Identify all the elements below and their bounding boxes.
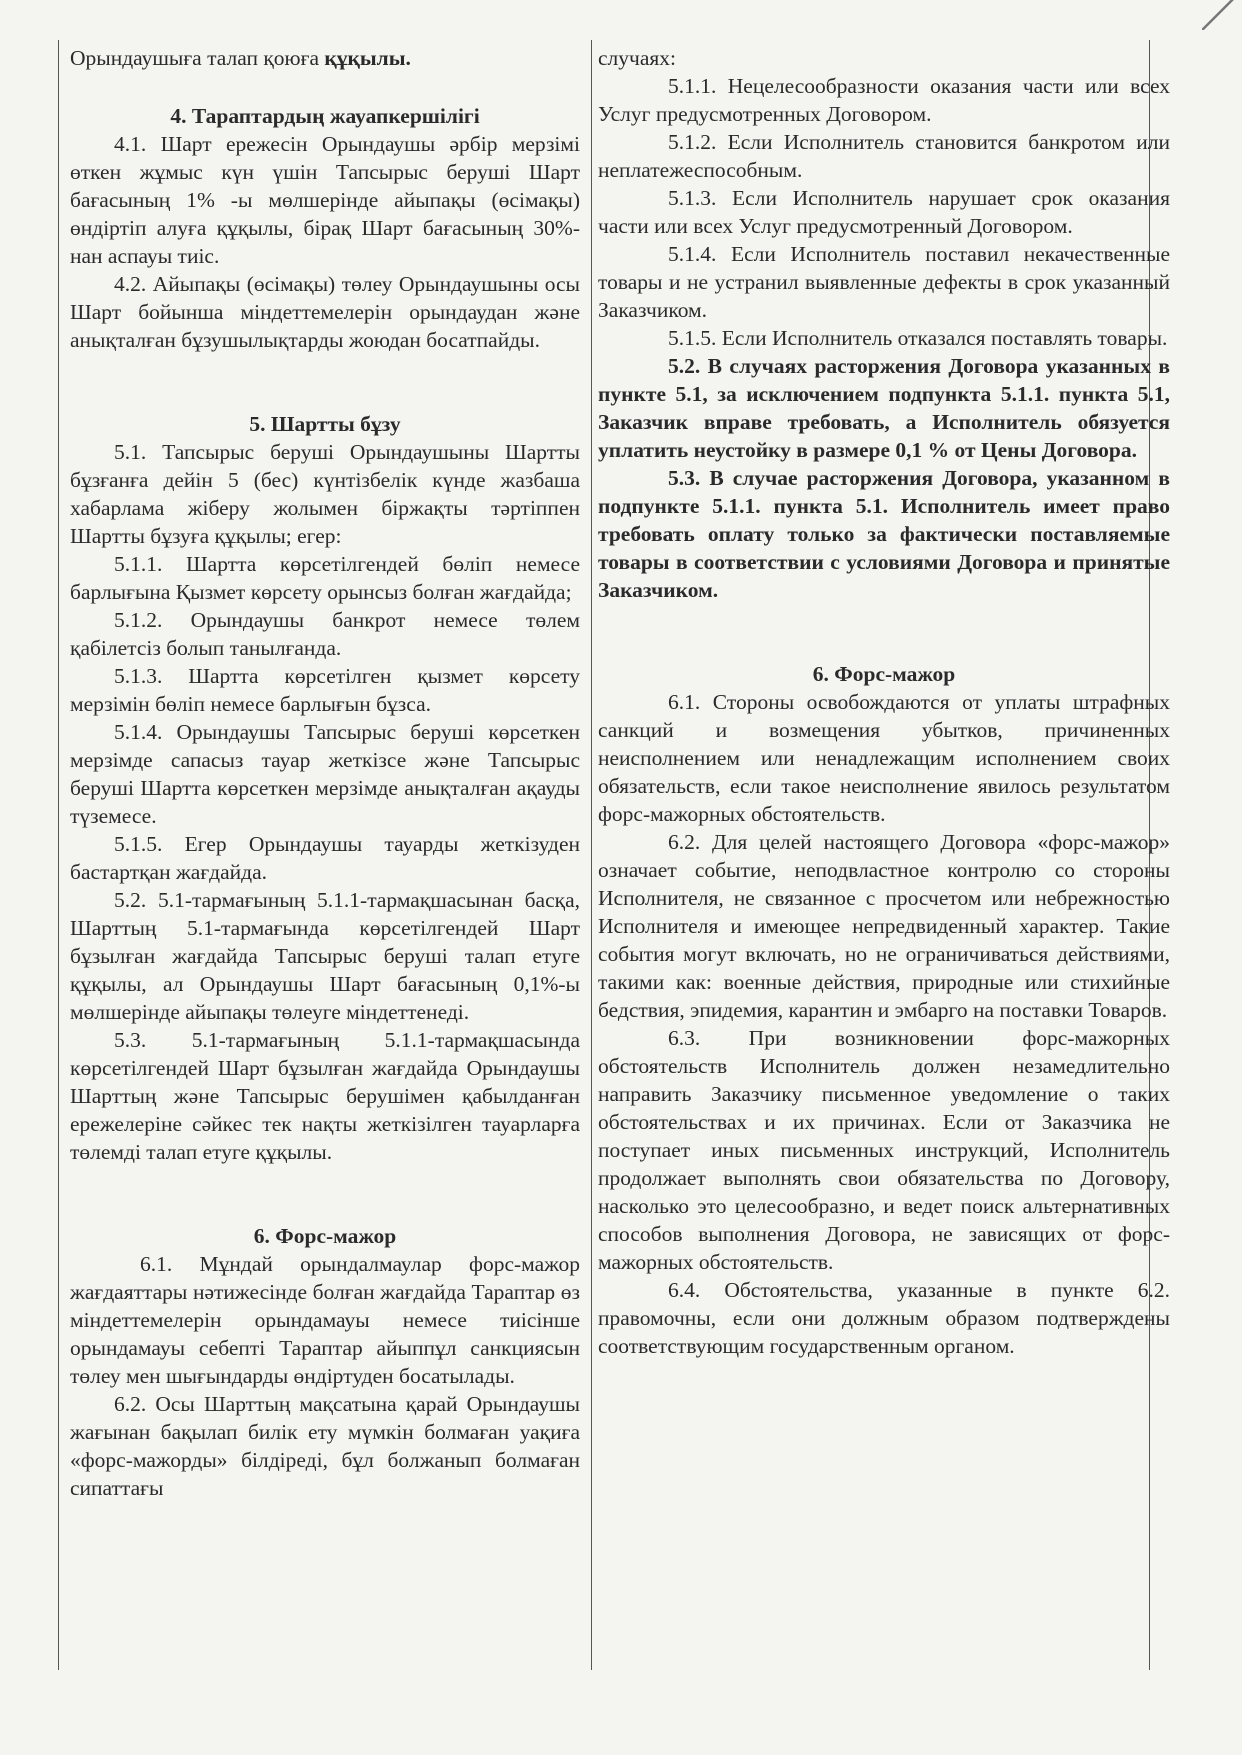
clause-4-1: 4.1. Шарт ережесін Орындаушы әрбір мерзімі өткен жұмыс күн үшін Тапсырыс беруші Шарт бағасының 1% -ы мөлшерінде айыпақы (өсімақы) өндіртіп алуға құқылы, бірақ Шарт бағасының 30%-нан аспауы тиіс. — [70, 132, 580, 268]
staple-mark — [1202, 0, 1242, 30]
clause-6-2: 6.2. Для целей настоящего Договора «форс-мажор» означает событие, неподвластное контролю со стороны Исполнителя, не связанное с просчетом или небрежностью Исполнителя и имеющее непредвиденный характер. Такие события могут включать, но не ограничиваться действиями, такими как: военные действия, природные или стихийные бедствия, эпидемия, карантин и эмбарго на поставки Товаров. — [598, 830, 1170, 1022]
russian-column — [598, 44, 1170, 1360]
clause-6-3: 6.3. При возникновении форс-мажорных обстоятельств Исполнитель должен незамедлительно направить Заказчику письменное уведомление о таких обстоятельствах и их причинах. Если от Заказчика не поступает иных письменных инструкций, Исполнитель продолжает выполнять свои обязательства по Договору, насколько это целесообразно, и ведет поиск альтернативных способов выполнения Договора, не зависящих от форс-мажорных обстоятельств. — [598, 1026, 1170, 1274]
section-heading-5: 5. Шартты бұзу — [249, 412, 401, 436]
clause-6-1: 6.1. Стороны освобождаются от уплаты штрафных санкций и возмещения убытков, причиненных неисполнением или ненадлежащим исполнением своих обязательств, если такое неисполнение явилось результатом форс-мажорных обстоятельств. — [598, 690, 1170, 826]
continuation-plain: Орындаушыға талап қоюға — [70, 46, 325, 70]
clause-5-1-2: 5.1.2. Если Исполнитель становится банкротом или неплатежеспособным. — [598, 130, 1170, 182]
section-heading-6: 6. Форс-мажор — [253, 1224, 397, 1248]
clause-5-1-5: 5.1.5. Егер Орындаушы тауарды жеткізуден бастартқан жағдайда. — [70, 832, 580, 884]
clause-5-1-4: 5.1.4. Если Исполнитель поставил некачественные товары и не устранил выявленные дефекты в срок указанный Заказчиком. — [598, 242, 1170, 322]
section-heading-6: 6. Форс-мажор — [812, 662, 956, 686]
column-divider — [591, 40, 592, 1670]
continuation-text: случаях: — [598, 46, 676, 70]
clause-6-2: 6.2. Осы Шарттың мақсатына қарай Орындаушы жағынан бақылап билік ету мүмкін болмаған уақиға «форс-мажорды» білдіреді, бұл болжанып болмаған сипаттағы — [70, 1392, 580, 1500]
clause-5-2: 5.2. 5.1-тармағының 5.1.1-тармақшасынан басқа, Шарттың 5.1-тармағында көрсетілгендей Шарт бұзылған жағдайда Тапсырыс беруші талап етуге құқылы, ал Орындаушы Шарт бағасының 0,1%-ы мөлшерінде айыпақы төлеуге міндеттенеді. — [70, 888, 580, 1024]
clause-5-1-3: 5.1.3. Если Исполнитель нарушает срок оказания части или всех Услуг предусмотренный Договором. — [598, 186, 1170, 238]
clause-6-1: 6.1. Мұндай орындалмаулар форс-мажор жағдаяттары нәтижесінде болған жағдайда Тараптар өз міндеттемелерін орындамауы немесе тиісінше орындамауы себепті Тараптар айыппұл санкциясын төлеу мен шығындарды өндіртуден босатылады. — [70, 1252, 580, 1388]
clause-5-1: 5.1. Тапсырыс беруші Орындаушыны Шартты бұзғанға дейін 5 (бес) күнтізбелік күнде жазбаша хабарлама жіберу жолымен біржақты тәртіппен Шартты бұзуға құқылы; егер: — [70, 440, 580, 548]
clause-5-1-2: 5.1.2. Орындаушы банкрот немесе төлем қабілетсіз болып танылғанда. — [70, 608, 580, 660]
continuation-text — [70, 44, 580, 72]
clause-5-2: 5.2. В случаях расторжения Договора указанных в пункте 5.1, за исключением подпункта 5.1.1. пункта 5.1, Заказчик вправе требовать, а Исполнитель обязуется уплатить неустойку в размере 0,1 % от Цены Договора. — [598, 354, 1170, 462]
clause-5-1-1: 5.1.1. Шартта көрсетілгендей бөліп немесе барлығына Қызмет көрсету орынсыз болған жағдайда; — [70, 552, 580, 604]
clause-5-3: 5.3. 5.1-тармағының 5.1.1-тармақшасында көрсетілгендей Шарт бұзылған жағдайда Орындаушы Шарттың және Тапсырыс берушімен қабылданған ережелеріне сәйкес тек нақты жеткізілген тауарларға төлемді талап етуге құқылы. — [70, 1028, 580, 1164]
clause-5-1-1: 5.1.1. Нецелесообразности оказания части или всех Услуг предусмотренных Договором. — [598, 74, 1170, 126]
continuation-bold: құқылы. — [324, 46, 411, 70]
section-heading-4: 4. Тараптардың жауапкершілігі — [170, 104, 480, 128]
clause-4-2: 4.2. Айыпақы (өсімақы) төлеу Орындаушыны осы Шарт бойынша міндеттемелерін орындаудан және анықталған бұзушылықтарды жоюдан босатпайды. — [70, 272, 580, 352]
clause-5-3: 5.3. В случае расторжения Договора, указанном в подпункте 5.1.1. пункта 5.1. Исполнитель имеет право требовать оплату только за фактически поставляемые товары в соответствии с условиями Договора и принятые Заказчиком. — [598, 466, 1170, 602]
kazakh-column — [70, 44, 580, 1502]
clause-5-1-5: 5.1.5. Если Исполнитель отказался поставлять товары. — [668, 326, 1168, 350]
clause-5-1-4: 5.1.4. Орындаушы Тапсырыс беруші көрсеткен мерзімде сапасыз тауар жеткізсе және Тапсырыс беруші Шартта көрсеткен мерзімде анықталған ақауды түземесе. — [70, 720, 580, 828]
clause-6-4: 6.4. Обстоятельства, указанные в пункте 6.2. правомочны, если они должным образом подтверждены соответствующим государственным органом. — [598, 1278, 1170, 1358]
clause-5-1-3: 5.1.3. Шартта көрсетілген қызмет көрсету мерзімін бөліп немесе барлығын бұзса. — [70, 664, 580, 716]
